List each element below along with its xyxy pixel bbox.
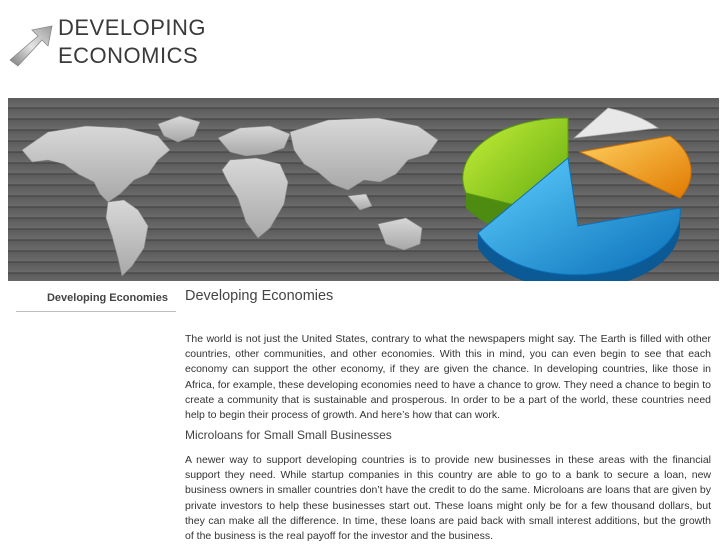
main-content xyxy=(185,288,711,543)
world-map-graphic xyxy=(22,116,438,276)
sidebar-item-developing-economies[interactable]: Developing Economies xyxy=(16,288,176,312)
microloans-paragraph: A newer way to support developing countries is to provide new businesses in these areas with the financial support they need. While startup companies in this country are able to go to a bank to secure a loan, new business owners in smaller countries don’t have the credit to do the same. Microloans are loans that are given by private investors to help these businesses start out. These loans might only be for a few thousand dollars, but they can make all the difference. In time, these loans are paid back with small interest additions, but the growth of the business is the real payoff for the investor and the business. xyxy=(185,454,711,543)
intro-paragraph: The world is not just the United States, contrary to what the newspapers might say. The Earth is filled with other countries, other communities, and other economies. With this in mind, you can even begin to see that each economy can support the other economy, if they are given the chance. In developing countries, like those in Africa, for example, these developing economies need to have a chance to grow. They need a chance to begin to create a community that is sustainable and prosperous. In order to be a part of the world, these countries need help to begin their process of growth. And here’s how that can work. xyxy=(185,333,711,422)
site-logo[interactable] xyxy=(58,14,206,70)
logo-line-1-text: DEVELOPING xyxy=(58,15,207,40)
section-heading-microloans: Microloans for Small Small Businesses xyxy=(185,428,392,442)
banner-graphic xyxy=(8,98,719,281)
header-banner-image xyxy=(8,98,719,281)
logo-line-1 xyxy=(58,14,206,42)
logo-line-2-text: ECONOMICS xyxy=(58,43,199,68)
page-title: Developing Economies xyxy=(185,288,334,304)
logo-arrow-icon xyxy=(8,22,54,68)
logo-line-2 xyxy=(58,42,206,70)
sidebar xyxy=(16,288,176,312)
site-header xyxy=(0,0,727,98)
pie-chart-graphic xyxy=(463,108,691,281)
